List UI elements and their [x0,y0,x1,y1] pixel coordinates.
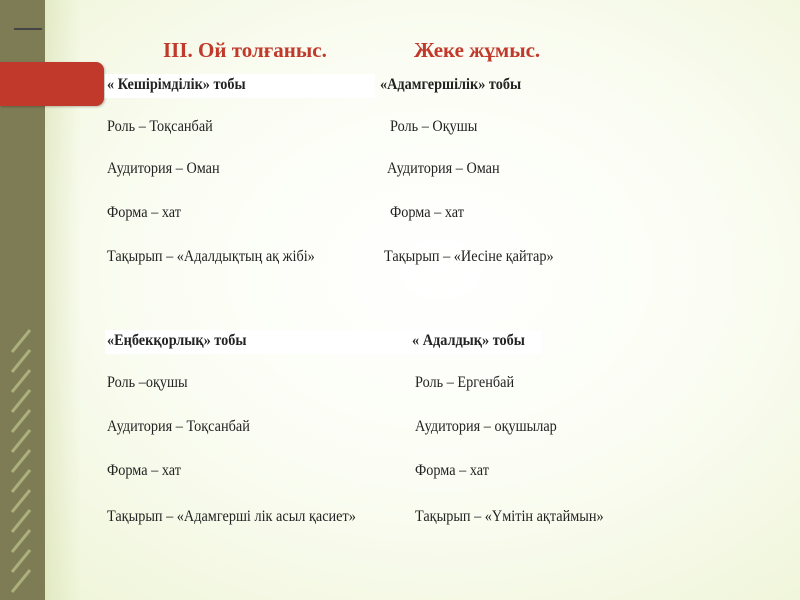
audience-text: Аудитория – Оман [107,160,220,177]
group-header-adaldyq: « Адалдық» тобы [412,332,525,349]
form-text: Форма – хат [390,204,464,221]
topic-text: Тақырып – «Үмітін ақтаймын» [415,508,604,525]
group-header-kesirimdilik: « Кешірімділік» тобы [107,76,246,93]
audience-text: Аудитория – Тоқсанбай [107,418,250,435]
slide-subtitle: Жеке жұмыс. [414,38,541,62]
topic-text: Тақырып – «Адамгерші лік асыл қасиет» [107,508,356,525]
chevron-decoration-icon [0,0,60,600]
form-text: Форма – хат [107,204,181,221]
form-text: Форма – хат [107,462,181,479]
top-mark [14,28,42,30]
topic-text: Тақырып – «Иесіне қайтар» [384,248,554,265]
bullet-icon [46,0,62,16]
topic-text: Тақырып – «Адалдықтың ақ жібі» [107,248,315,265]
bullet-icon [46,218,62,234]
role-text: Роль – Тоқсанбай [107,118,213,135]
group-header-enbekqorlyq: «Еңбекқорлық» тобы [107,332,247,349]
role-text: Роль – Ергенбай [415,374,515,391]
role-text: Роль –оқушы [107,374,188,391]
audience-text: Аудитория – Оман [387,160,500,177]
bullet-icon [46,38,62,54]
audience-text: Аудитория – оқушылар [415,418,557,435]
role-text: Роль – Оқушы [390,118,478,135]
group-header-adamgershilik: «Адамгершілік» тобы [380,76,522,93]
form-text: Форма – хат [415,462,489,479]
slide-title: III. Ой толғаныс. [163,38,327,62]
